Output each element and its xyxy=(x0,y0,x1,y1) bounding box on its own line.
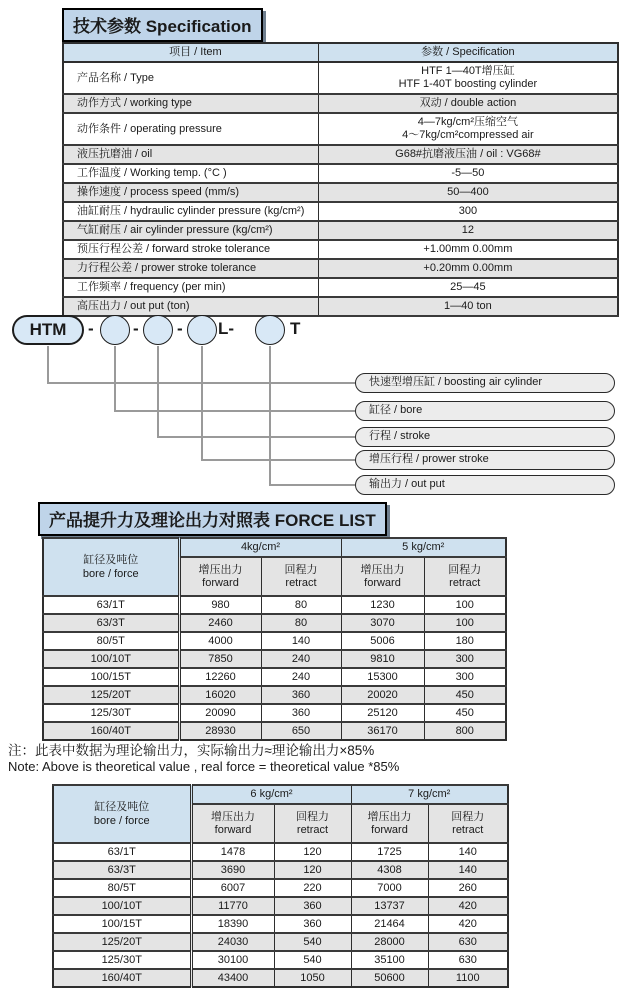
force-header-pressure: 4kg/cm² xyxy=(179,538,341,557)
cell-bore: 100/15T xyxy=(43,668,179,686)
cell-forward: 28000 xyxy=(351,933,428,951)
cell-retract: 140 xyxy=(428,861,508,879)
cell-forward: 20090 xyxy=(179,704,261,722)
cell-retract: 360 xyxy=(261,704,341,722)
cell-bore: 63/1T xyxy=(53,843,191,861)
cell-retract: 800 xyxy=(424,722,506,740)
spec-value: 25—45 xyxy=(318,278,618,297)
table-row xyxy=(63,94,618,113)
cell-forward: 1725 xyxy=(351,843,428,861)
cell-forward: 2460 xyxy=(179,614,261,632)
table-row xyxy=(63,221,618,240)
table-row xyxy=(63,259,618,278)
cell-bore: 160/40T xyxy=(43,722,179,740)
spec-item: 工作频率 / frequency (per min) xyxy=(63,278,318,297)
table-row xyxy=(53,897,508,915)
model-separator: - xyxy=(88,319,94,338)
cell-retract: 120 xyxy=(274,861,351,879)
force-header-bore-en: bore / force xyxy=(82,568,139,580)
table-row xyxy=(63,278,618,297)
spec-value: +1.00mm 0.00mm xyxy=(318,240,618,259)
cell-bore: 100/10T xyxy=(53,897,191,915)
cell-retract: 300 xyxy=(424,668,506,686)
table-row xyxy=(43,650,506,668)
spec-value-line: 4～7kg/cm²compressed air xyxy=(402,129,534,141)
cell-forward: 7850 xyxy=(179,650,261,668)
hdr-en: forward xyxy=(202,576,239,589)
spec-value-line: HTF 1-40T boosting cylinder xyxy=(398,78,538,90)
cell-forward: 980 xyxy=(179,596,261,614)
hdr-en: retract xyxy=(449,576,481,589)
cell-bore: 160/40T xyxy=(53,969,191,987)
cell-forward: 12260 xyxy=(179,668,261,686)
cell-bore: 80/5T xyxy=(53,879,191,897)
cell-forward: 4000 xyxy=(179,632,261,650)
cell-retract: 650 xyxy=(261,722,341,740)
cell-retract: 100 xyxy=(424,614,506,632)
spec-value: G68#抗磨液压油 / oil : VG68# xyxy=(318,145,618,164)
force-header-pressure-row xyxy=(53,785,508,804)
table-row xyxy=(63,62,618,94)
spec-item: 液压抗磨油 / oil xyxy=(63,145,318,164)
cell-forward: 13737 xyxy=(351,897,428,915)
cell-bore: 63/3T xyxy=(53,861,191,879)
table-row xyxy=(63,145,618,164)
cell-retract: 1100 xyxy=(428,969,508,987)
cell-retract: 140 xyxy=(428,843,508,861)
table-row xyxy=(43,596,506,614)
cell-retract: 180 xyxy=(424,632,506,650)
model-separator: - xyxy=(177,319,183,338)
cell-retract: 420 xyxy=(428,915,508,933)
force-header-bore-en: bore / force xyxy=(93,815,150,827)
cell-bore: 80/5T xyxy=(43,632,179,650)
spec-value xyxy=(318,113,618,145)
cell-forward: 3070 xyxy=(341,614,424,632)
cell-forward: 35100 xyxy=(351,951,428,969)
cell-forward: 1230 xyxy=(341,596,424,614)
hdr-zh: 增压出力 xyxy=(367,810,412,823)
cell-forward: 30100 xyxy=(191,951,274,969)
cell-forward: 6007 xyxy=(191,879,274,897)
cell-forward: 15300 xyxy=(341,668,424,686)
model-digit-circle xyxy=(100,315,130,345)
force-header-bore xyxy=(53,785,191,843)
model-label-pill: 增压行程 / prower stroke xyxy=(355,450,615,470)
cell-retract: 540 xyxy=(274,951,351,969)
table-row xyxy=(63,202,618,221)
note-english: Note: Above is theoretical value , real force = theoretical value *85% xyxy=(8,759,400,774)
cell-bore: 125/30T xyxy=(53,951,191,969)
cell-bore: 125/20T xyxy=(43,686,179,704)
hdr-en: retract xyxy=(296,823,329,836)
table-row xyxy=(43,632,506,650)
table-row xyxy=(53,969,508,987)
cell-bore: 100/10T xyxy=(43,650,179,668)
table-row xyxy=(63,240,618,259)
hdr-en: retract xyxy=(285,576,317,589)
spec-item: 操作速度 / process speed (mm/s) xyxy=(63,183,318,202)
cell-bore: 63/1T xyxy=(43,596,179,614)
cell-retract: 140 xyxy=(261,632,341,650)
table-row xyxy=(43,722,506,740)
force-header-bore xyxy=(43,538,179,596)
cell-retract: 220 xyxy=(274,879,351,897)
hdr-zh: 回程力 xyxy=(296,810,329,823)
model-digit-circle xyxy=(187,315,217,345)
force-header-forward xyxy=(351,804,428,843)
table-row xyxy=(53,843,508,861)
cell-retract: 540 xyxy=(274,933,351,951)
force-header-bore-zh: 缸径及吨位 xyxy=(94,801,150,813)
table-row xyxy=(53,933,508,951)
spec-value: 50—400 xyxy=(318,183,618,202)
hdr-en: forward xyxy=(214,823,252,836)
cell-forward: 4308 xyxy=(351,861,428,879)
cell-forward: 50600 xyxy=(351,969,428,987)
cell-forward: 24030 xyxy=(191,933,274,951)
model-prefix-pill: HTM xyxy=(12,315,84,345)
cell-retract: 450 xyxy=(424,704,506,722)
table-row xyxy=(43,704,506,722)
force-header-retract xyxy=(274,804,351,843)
cell-forward: 25120 xyxy=(341,704,424,722)
force-header-forward xyxy=(179,557,261,596)
table-row xyxy=(63,164,618,183)
force-header-retract xyxy=(428,804,508,843)
cell-forward: 3690 xyxy=(191,861,274,879)
cell-retract: 80 xyxy=(261,596,341,614)
cell-retract: 1050 xyxy=(274,969,351,987)
cell-forward: 21464 xyxy=(351,915,428,933)
spec-value: 双动 / double action xyxy=(318,94,618,113)
hdr-zh: 增压出力 xyxy=(211,810,255,823)
cell-retract: 240 xyxy=(261,650,341,668)
hdr-zh: 增压出力 xyxy=(360,563,405,576)
table-row xyxy=(43,686,506,704)
spec-value xyxy=(318,62,618,94)
cell-retract: 240 xyxy=(261,668,341,686)
cell-retract: 420 xyxy=(428,897,508,915)
note-block xyxy=(8,743,399,775)
cell-retract: 450 xyxy=(424,686,506,704)
model-separator: - xyxy=(133,319,139,338)
spec-item: 预压行程公差 / forward stroke tolerance xyxy=(63,240,318,259)
spec-header-row xyxy=(63,43,618,62)
spec-value-line: HTF 1—40T增压缸 xyxy=(421,65,515,77)
table-row xyxy=(53,951,508,969)
force-section-title: 产品提升力及理论出力对照表 FORCE LIST xyxy=(38,502,387,536)
cell-forward: 7000 xyxy=(351,879,428,897)
table-row xyxy=(43,668,506,686)
force-table-4-5kg xyxy=(42,537,507,741)
hdr-zh: 回程力 xyxy=(451,810,485,823)
force-table-6-7kg xyxy=(52,784,509,988)
cell-bore: 125/20T xyxy=(53,933,191,951)
spec-header-item: 项目 / Item xyxy=(63,43,318,62)
note-chinese: 注：此表中数据为理论输出力，实际输出力≈理论输出力×85% xyxy=(8,743,375,758)
cell-forward: 43400 xyxy=(191,969,274,987)
spec-header-value: 参数 / Specification xyxy=(318,43,618,62)
cell-retract: 360 xyxy=(261,686,341,704)
table-row xyxy=(63,183,618,202)
force-header-forward xyxy=(191,804,274,843)
spec-item: 高压出力 / out put (ton) xyxy=(63,297,318,316)
hdr-en: forward xyxy=(371,823,408,836)
spec-value: +0.20mm 0.00mm xyxy=(318,259,618,278)
model-suffix-l: L- xyxy=(218,319,235,338)
cell-forward: 1478 xyxy=(191,843,274,861)
table-row xyxy=(53,915,508,933)
force-header-pressure: 6 kg/cm² xyxy=(191,785,351,804)
force-header-bore-zh: 缸径及吨位 xyxy=(83,554,139,566)
spec-value-line: 4—7kg/cm²压缩空气 xyxy=(417,116,519,128)
table-row xyxy=(53,879,508,897)
cell-forward: 28930 xyxy=(179,722,261,740)
hdr-zh: 回程力 xyxy=(448,563,482,576)
hdr-en: retract xyxy=(452,823,484,836)
cell-bore: 63/3T xyxy=(43,614,179,632)
cell-retract: 100 xyxy=(424,596,506,614)
cell-retract: 260 xyxy=(428,879,508,897)
table-row xyxy=(43,614,506,632)
cell-forward: 11770 xyxy=(191,897,274,915)
spec-item: 工作温度 / Working temp. (°C ) xyxy=(63,164,318,183)
model-suffix-t: T xyxy=(290,319,301,338)
cell-retract: 360 xyxy=(274,897,351,915)
force-header-pressure-row xyxy=(43,538,506,557)
cell-bore: 100/15T xyxy=(53,915,191,933)
force-header-pressure: 7 kg/cm² xyxy=(351,785,508,804)
cell-retract: 360 xyxy=(274,915,351,933)
cell-retract: 630 xyxy=(428,933,508,951)
hdr-zh: 回程力 xyxy=(284,563,318,576)
model-label-pill: 缸径 / bore xyxy=(355,401,615,421)
spec-value: 300 xyxy=(318,202,618,221)
spec-item: 力行程公差 / prower stroke tolerance xyxy=(63,259,318,278)
cell-retract: 120 xyxy=(274,843,351,861)
cell-retract: 630 xyxy=(428,951,508,969)
spec-item: 气缸耐压 / air cylinder pressure (kg/cm²) xyxy=(63,221,318,240)
cell-retract: 300 xyxy=(424,650,506,668)
spec-item: 动作方式 / working type xyxy=(63,94,318,113)
table-row xyxy=(53,861,508,879)
hdr-en: forward xyxy=(364,576,401,589)
cell-forward: 20020 xyxy=(341,686,424,704)
spec-value: -5—50 xyxy=(318,164,618,183)
model-label-pill: 输出力 / out put xyxy=(355,475,615,495)
cell-forward: 36170 xyxy=(341,722,424,740)
force-header-retract xyxy=(424,557,506,596)
cell-forward: 18390 xyxy=(191,915,274,933)
force-header-forward xyxy=(341,557,424,596)
force-header-pressure: 5 kg/cm² xyxy=(341,538,506,557)
table-row xyxy=(63,113,618,145)
model-label-pill: 行程 / stroke xyxy=(355,427,615,447)
cell-retract: 80 xyxy=(261,614,341,632)
model-digit-circle xyxy=(255,315,285,345)
spec-value: 12 xyxy=(318,221,618,240)
spec-item: 动作条件 / operating pressure xyxy=(63,113,318,145)
model-digit-circle xyxy=(143,315,173,345)
model-label-pill: 快速型增压缸 / boosting air cylinder xyxy=(355,373,615,393)
cell-forward: 16020 xyxy=(179,686,261,704)
spec-item: 产品名称 / Type xyxy=(63,62,318,94)
spec-section-title: 技术参数 Specification xyxy=(62,8,263,42)
model-code-diagram xyxy=(0,308,627,504)
specification-table xyxy=(62,42,619,317)
cell-bore: 125/30T xyxy=(43,704,179,722)
spec-item: 油缸耐压 / hydraulic cylinder pressure (kg/cm²) xyxy=(63,202,318,221)
spec-value: 1—40 ton xyxy=(318,297,618,316)
force-header-retract xyxy=(261,557,341,596)
cell-forward: 5006 xyxy=(341,632,424,650)
cell-forward: 9810 xyxy=(341,650,424,668)
hdr-zh: 增压出力 xyxy=(198,563,243,576)
